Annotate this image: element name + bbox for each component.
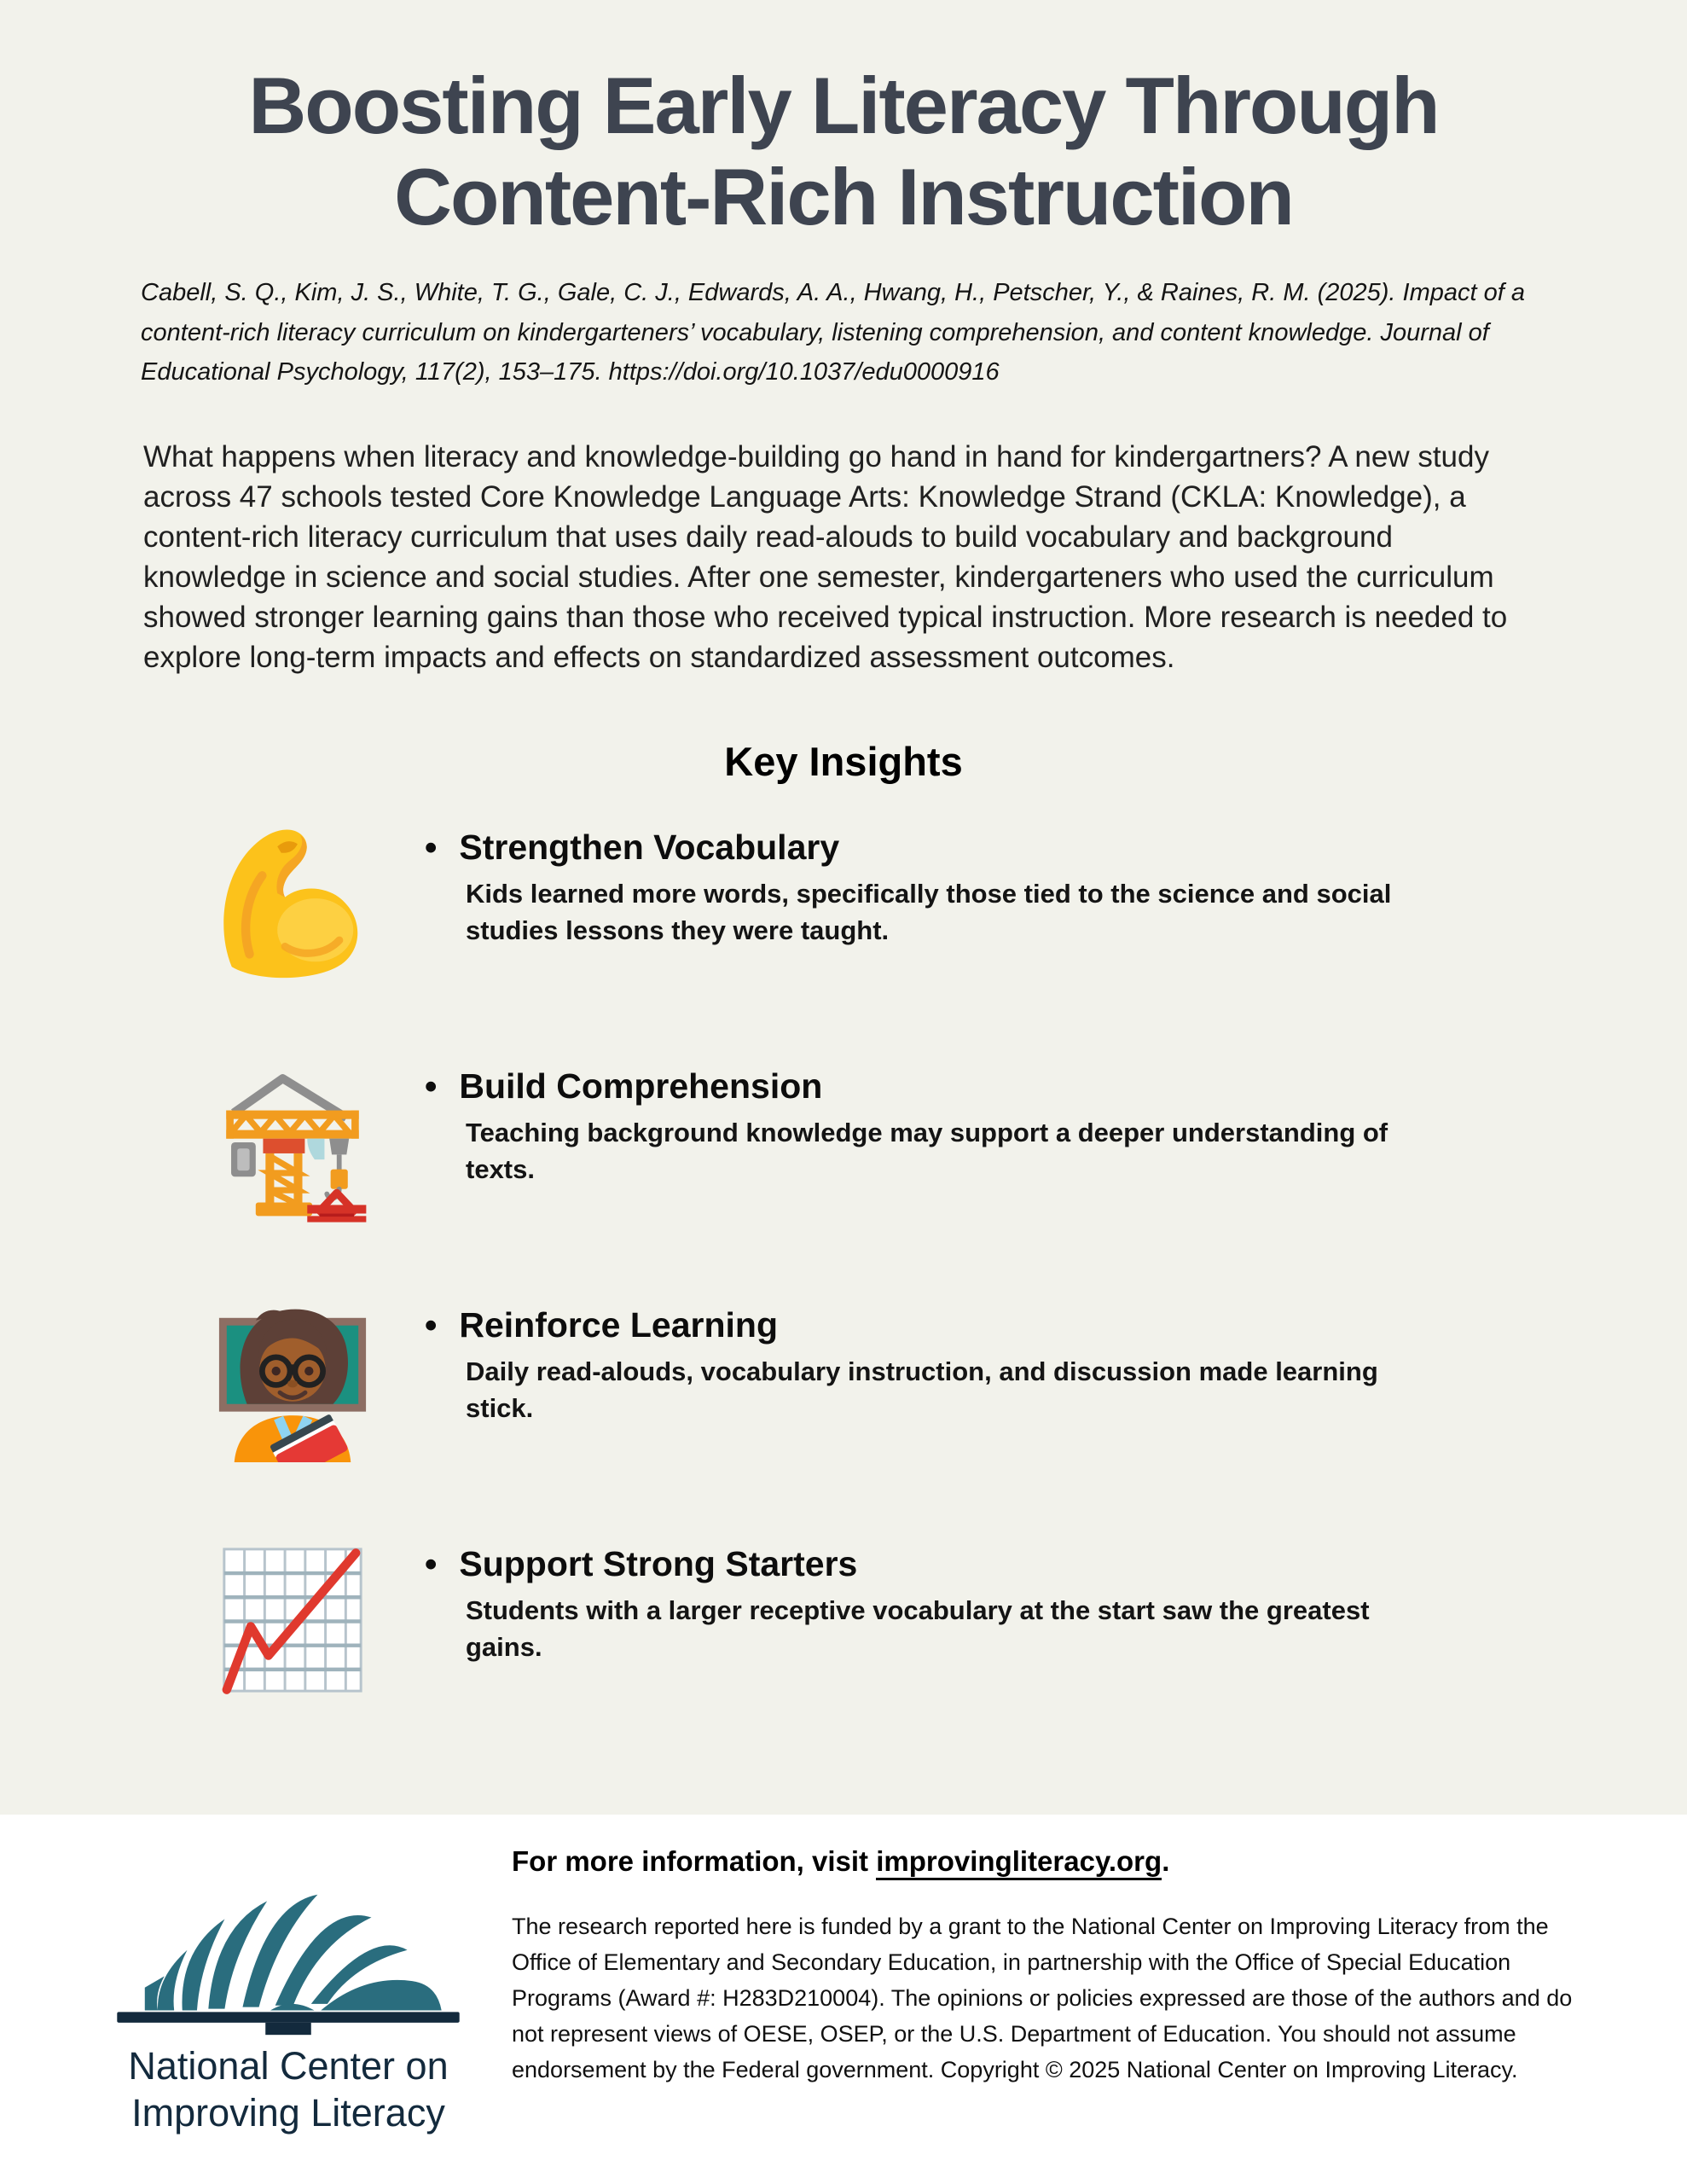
bullet-dot: • <box>425 1304 438 1345</box>
page-title-line2: Content-Rich Instruction <box>394 152 1293 242</box>
page-title-line1: Boosting Early Literacy Through <box>248 61 1439 150</box>
construction-crane-icon <box>212 1061 374 1223</box>
insight-title-text: Build Comprehension <box>459 1066 823 1106</box>
insight-description: Students with a larger receptive vocabulary at the start saw the greatest gains. <box>466 1594 1370 1662</box>
insight-title <box>425 828 1442 868</box>
ncil-logo-text <box>107 2043 469 2137</box>
insight-title-text: Reinforce Learning <box>459 1304 778 1345</box>
more-info-suffix: . <box>1162 1845 1170 1877</box>
bullet-dot: • <box>425 827 438 867</box>
insight-title <box>425 1544 1442 1584</box>
page-title <box>0 0 1687 242</box>
ncil-logo-line1: National Center on <box>128 2044 449 2088</box>
insight-body <box>425 1539 1442 1666</box>
improvingliteracy-link[interactable]: improvingliteracy.org <box>876 1845 1162 1880</box>
more-info-prefix: For more information, visit <box>512 1845 877 1877</box>
insight-row-build-comprehension <box>212 1061 1687 1223</box>
bullet-dot: • <box>425 1066 438 1106</box>
insight-title <box>425 1066 1442 1107</box>
insight-row-support-strong-starters <box>212 1539 1687 1701</box>
insight-title-text: Strengthen Vocabulary <box>459 827 840 867</box>
funding-disclaimer: The research reported here is funded by a grant to the National Center on Improving Literacy from the Office of Elementary and Secondary Education, in partnership with the Office of Special Education Programs (Award #: H283D210004). The opinions or policies expressed are those of the authors and do not represent views of OESE, OSEP, or the U.S. Department of Education. You should not assume endorsement by the Federal government. Copyright © 2025 National Center on Improving Literacy. <box>512 1914 1573 2083</box>
flexed-biceps-icon <box>212 822 374 985</box>
insights-list <box>212 822 1687 1701</box>
ncil-logo <box>107 1854 469 2137</box>
insight-body <box>425 1300 1442 1427</box>
footer <box>0 1815 1687 2184</box>
chart-increasing-icon <box>212 1539 374 1701</box>
insight-row-reinforce-learning <box>212 1300 1687 1462</box>
insight-description: Teaching background knowledge may support a deeper understanding of texts. <box>466 1117 1388 1184</box>
footer-info <box>512 1845 1612 2088</box>
insight-row-strengthen-vocabulary <box>212 822 1687 985</box>
more-info-line <box>512 1845 1612 1878</box>
insight-title-text: Support Strong Starters <box>459 1543 858 1583</box>
insight-body <box>425 1061 1442 1188</box>
ncil-logo-line2: Improving Literacy <box>131 2090 445 2135</box>
insight-description: Daily read-alouds, vocabulary instruction, and discussion made learning stick. <box>466 1356 1378 1423</box>
insight-description: Kids learned more words, specifically those tied to the science and social studies lessons they were taught. <box>466 878 1392 945</box>
insight-title <box>425 1305 1442 1345</box>
open-book-logo-icon <box>107 1854 469 2038</box>
citation: Cabell, S. Q., Kim, J. S., White, T. G., Gale, C. J., Edwards, A. A., Hwang, H., Petscher, Y., & Raines, R. M. (2025). Impact of a content-rich literacy curriculum on kindergarteners’ vocabulary, listening comprehension, and content knowledge. Journal of Educational Psychology, 117(2), 153–175. https://doi.org/10.1037/edu0000916 <box>141 279 1525 386</box>
key-insights-heading: Key Insights <box>724 738 963 784</box>
teacher-icon <box>212 1300 374 1462</box>
insight-body <box>425 822 1442 950</box>
intro-paragraph: What happens when literacy and knowledge-building go hand in hand for kindergartners? A new study across 47 schools tested Core Knowledge Language Arts: Knowledge Strand (CKLA: Knowledge), a content-rich literacy curriculum that uses daily read-alouds to build vocabulary and background knowledge in science and social studies. After one semester, kindergarteners who used the curriculum showed stronger learning gains than those who received typical instruction. More research is needed to explore long-term impacts and effects on standardized assessment outcomes. <box>143 440 1508 674</box>
bullet-dot: • <box>425 1543 438 1583</box>
